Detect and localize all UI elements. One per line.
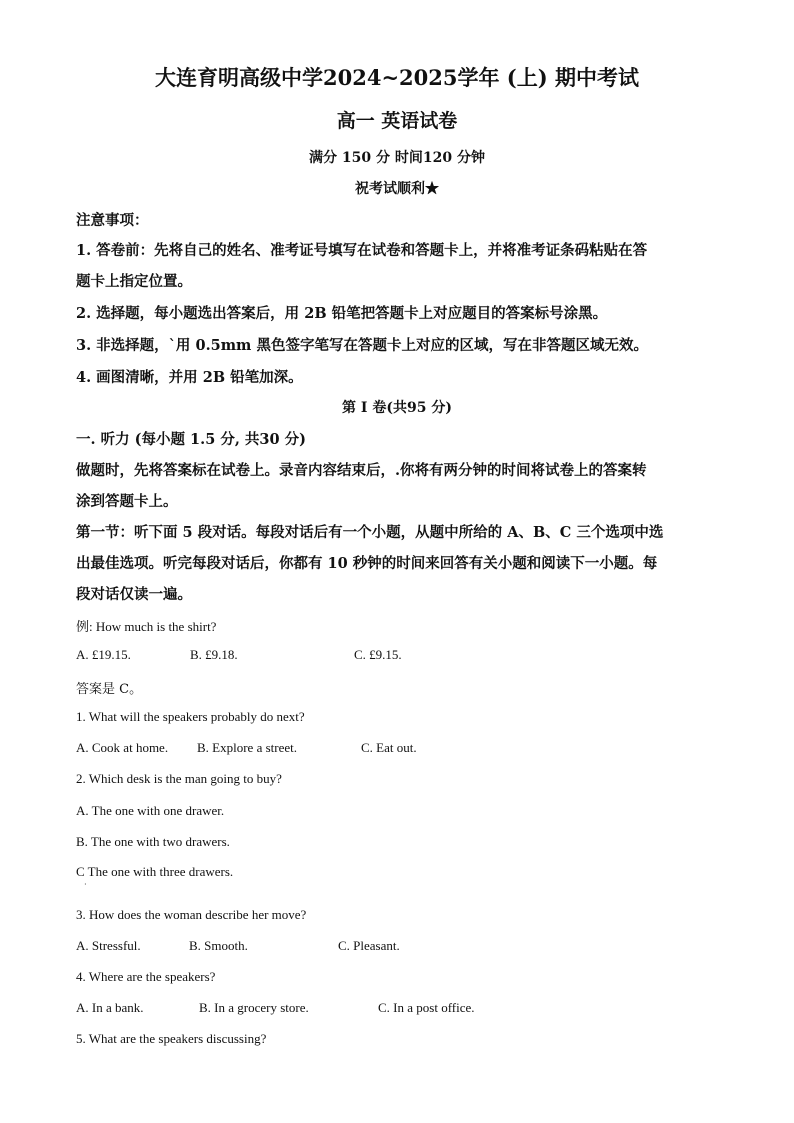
q4-option-a: A. In a bank. [76,1000,144,1015]
example-answer: 答案是 C。 [76,682,143,697]
q2-option-b: B. The one with two drawers. [76,834,230,849]
instruction-line-2: 涂到答题卡上。 [76,493,178,510]
instruction-line-1: 做题时，先将答案标在试卷上。录音内容结束后，.你将有两分钟的时间将试卷上的答案转 [76,462,647,479]
stray-dot-mark: · [84,880,87,889]
section-heading: 一. 听力 (每小题 1.5 分, 共30 分) [76,431,307,448]
score-time: 满分 150 分 时间120 分钟 [309,150,485,166]
q4-option-b: B. In a grocery store. [199,1000,309,1015]
q3-option-b: B. Smooth. [189,938,248,953]
question-1: 1. What will the speakers probably do next? [76,709,305,724]
section1-line-2: 出最佳选项。听完每段对话后，你都有 10 秒钟的时间来回答有关小题和阅读下一小题。每 [76,555,658,572]
question-2: 2. Which desk is the man going to buy? [76,771,282,786]
notice-item-1: 1. 答卷前：先将自己的姓名、准考证号填写在试卷和答题卡上，并将准考证条码粘贴在答 [76,242,648,259]
notice-item-4: 4. 画图清晰，并用 2B 铅笔加深。 [76,369,303,386]
example-question: 例: How much is the shirt? [76,619,217,634]
section1-line-3: 段对话仅读一遍。 [76,586,192,603]
section1-line-1: 第一节：听下面 5 段对话。每段对话后有一个小题，从题中所给的 A、B、C 三个选项中选 [76,524,664,541]
example-option-b: B. £9.18. [190,647,238,662]
q1-option-c: C. Eat out. [361,740,417,755]
q3-option-a: A. Stressful. [76,938,141,953]
q4-option-c: C. In a post office. [378,1000,475,1015]
notice-item-2: 2. 选择题，每小题选出答案后，用 2B 铅笔把答题卡上对应题目的答案标号涂黑。 [76,305,608,322]
wish-text: 祝考试顺利★ [355,181,439,197]
q1-option-b: B. Explore a street. [197,740,297,755]
part-title: 第 I 卷(共95 分) [342,400,452,416]
notice-item-3: 3. 非选择题，`用 0.5mm 黑色签字笔写在答题卡上对应的区域，写在非答题区域无效。 [76,337,648,354]
q2-option-a: A. The one with one drawer. [76,803,225,818]
exam-subtitle: 高一 英语试卷 [336,110,458,132]
q1-option-a: A. Cook at home. [76,740,169,755]
notice-heading: 注意事项： [76,212,149,229]
question-5: 5. What are the speakers discussing? [76,1031,267,1046]
question-4: 4. Where are the speakers? [76,969,216,984]
example-option-a: A. £19.15. [76,647,131,662]
question-3: 3. How does the woman describe her move? [76,907,307,922]
exam-title: 大连育明高级中学2024~2025学年 (上) 期中考试 [155,65,639,90]
q3-option-c: C. Pleasant. [338,938,400,953]
example-option-c: C. £9.15. [354,647,402,662]
notice-item-1-cont: 题卡上指定位置。 [76,273,192,290]
q2-option-c: C The one with three drawers. [76,864,234,879]
